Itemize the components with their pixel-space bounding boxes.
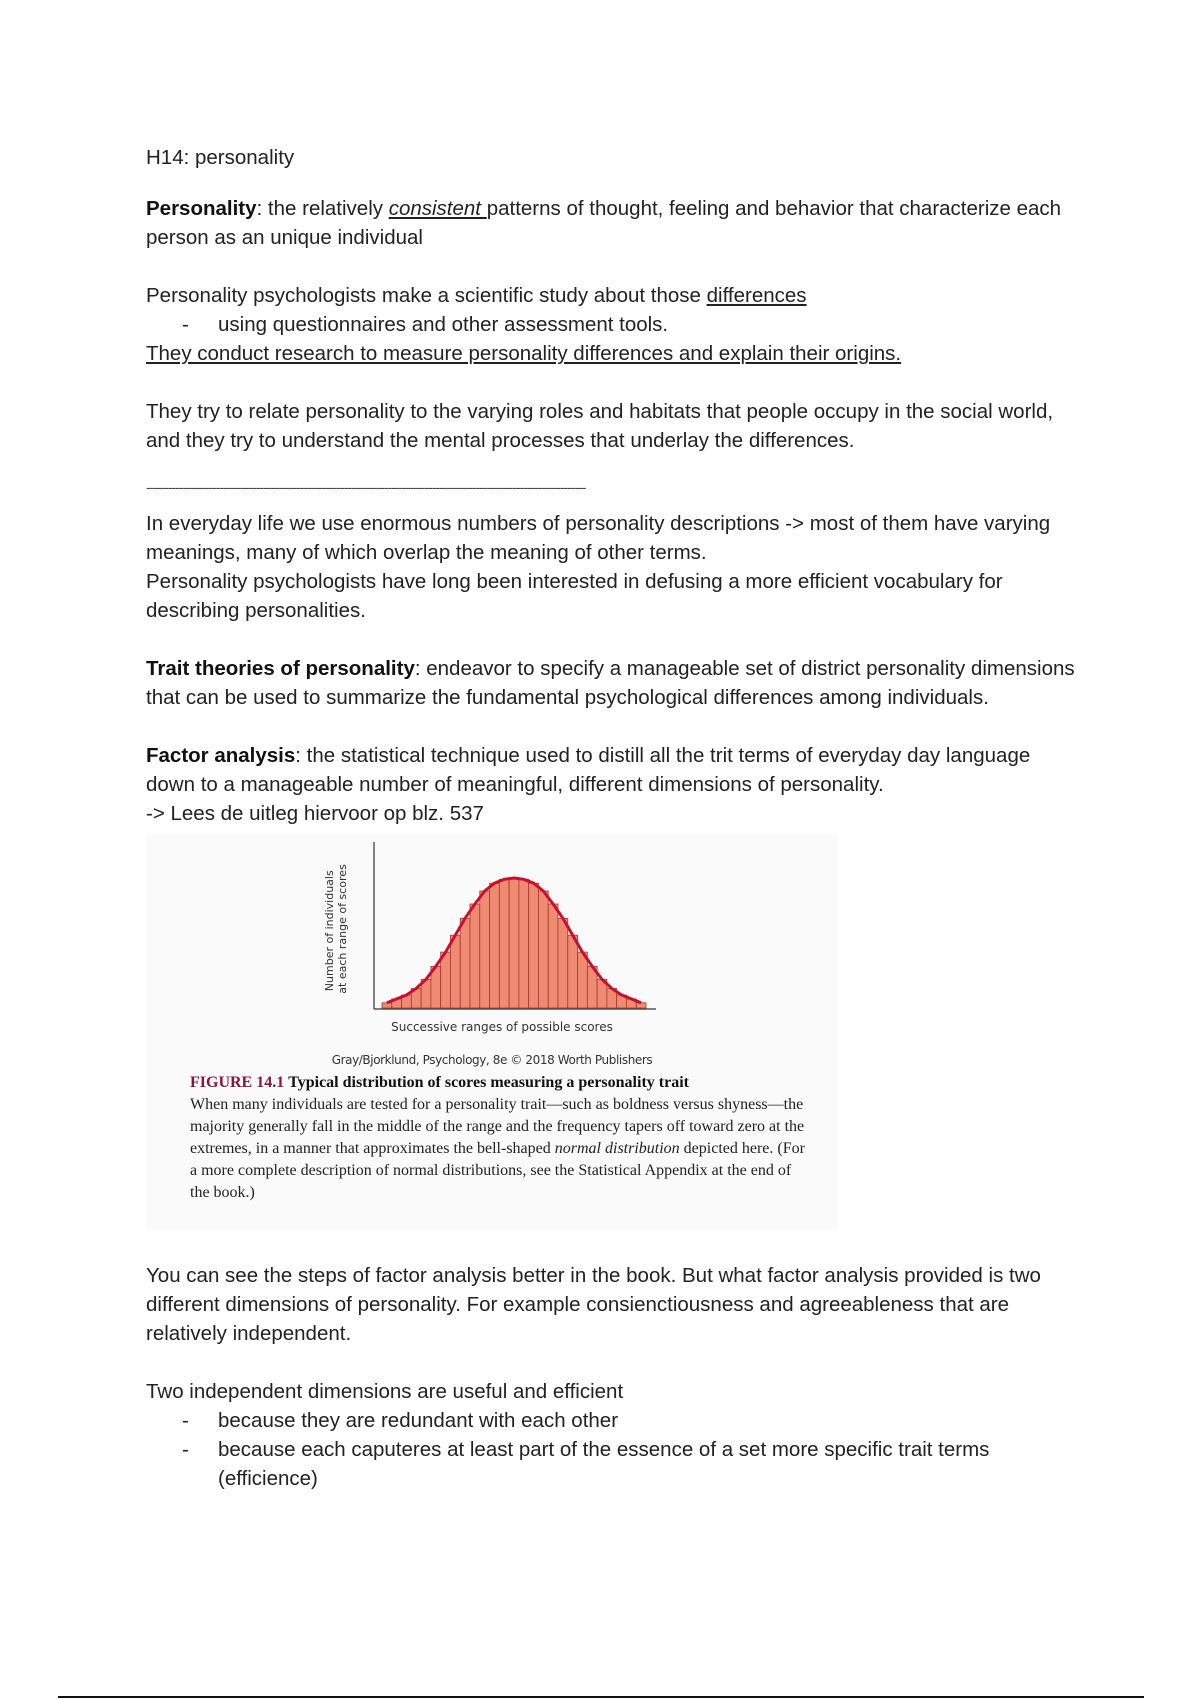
histogram-bar bbox=[470, 904, 480, 1008]
distribution-chart bbox=[146, 834, 838, 1044]
histogram-bar bbox=[499, 879, 509, 1008]
personality-definition: Personality: the relatively consistent patterns of thought, feeling and behavior that characterize each person as an unique individual bbox=[146, 197, 1062, 249]
histogram-bar bbox=[636, 1003, 646, 1008]
x-axis-label: Successive ranges of possible scores bbox=[391, 1020, 613, 1034]
list-item: - using questionnaires and other assessment tools. bbox=[182, 313, 669, 336]
histogram-bar bbox=[460, 918, 470, 1008]
definition-term: Personality bbox=[146, 197, 257, 220]
histogram-bar bbox=[450, 935, 460, 1008]
list-item: - because each caputeres at least part of the essence of a set more specific trait terms (efficience) bbox=[182, 1438, 990, 1490]
histogram-bar bbox=[382, 1003, 392, 1008]
figure-caption: FIGURE 14.1 Typical distribution of scores measuring a personality trait When many individuals are tested for a personality trait—such as boldness versus shyness—the majority generally fall in the middle of the range and the frequency tapers off toward zero at the extremes, in a manner that approximates the bell-shaped normal distribution depicted here. (For a more complete description of normal distributions, see the Statistical Appendix at the end of the book.) bbox=[190, 1074, 805, 1201]
histogram-bar bbox=[519, 879, 529, 1008]
trait-theories-paragraph: Trait theories of personality: endeavor to specify a manageable set of district personality dimensions that can be used to summarize the fundamental psychological differences among individuals. bbox=[146, 657, 1075, 709]
page-title: H14: personality bbox=[146, 146, 295, 169]
document-body bbox=[146, 143, 1076, 1493]
research-line: They conduct research to measure personality differences and explain their origins. bbox=[146, 342, 902, 365]
dashed-divider: ------------------------------------------------------------------------------------------------------------------------ bbox=[146, 479, 586, 495]
histogram-bar bbox=[509, 878, 519, 1008]
study-line: Personality psychologists make a scientific study about those differences bbox=[146, 284, 807, 307]
histogram-bar bbox=[558, 918, 568, 1008]
figure-credit: Gray/Bjorklund, Psychology, 8e © 2018 Worth Publishers bbox=[331, 1053, 653, 1067]
figure-14-1 bbox=[146, 834, 838, 1230]
page-bottom-rule bbox=[58, 1696, 1144, 1698]
consistent-emphasis: consistent bbox=[388, 197, 487, 220]
histogram-bar bbox=[529, 883, 539, 1008]
histogram-bar bbox=[480, 891, 490, 1008]
histogram-bar bbox=[538, 891, 548, 1008]
histogram-bar bbox=[548, 904, 558, 1008]
y-axis-label: Number of individuals at each range of scores bbox=[323, 864, 349, 994]
histogram-bar bbox=[490, 883, 500, 1008]
factor-analysis-paragraph: Factor analysis: the statistical technique used to distill all the trit terms of everyday day language down to a manageable number of meaningful, different dimensions of personality. bbox=[146, 744, 1031, 796]
page-reference: -> Lees de uitleg hiervoor op blz. 537 bbox=[146, 802, 484, 825]
vocabulary-paragraph: Personality psychologists have long been interested in defusing a more efficient vocabulary for describing personalities. bbox=[146, 570, 1003, 622]
histogram-bar bbox=[441, 952, 451, 1008]
histogram-bar bbox=[568, 935, 578, 1008]
histogram-bar bbox=[578, 952, 588, 1008]
conclusion-paragraph: You can see the steps of factor analysis better in the book. But what factor analysis provided is two different dimensions of personality. For example consienctiousness and agreeableness that are relatively independent. bbox=[146, 1264, 1041, 1345]
list-item: - because they are redundant with each other bbox=[182, 1409, 619, 1432]
everyday-paragraph: In everyday life we use enormous numbers of personality descriptions -> most of them have varying meanings, many of which overlap the meaning of other terms. bbox=[146, 512, 1051, 564]
relate-paragraph: They try to relate personality to the varying roles and habitats that people occupy in the social world, and they try to understand the mental processes that underlay the differences. bbox=[146, 400, 1054, 452]
dimensions-intro: Two independent dimensions are useful and efficient bbox=[146, 1380, 624, 1403]
